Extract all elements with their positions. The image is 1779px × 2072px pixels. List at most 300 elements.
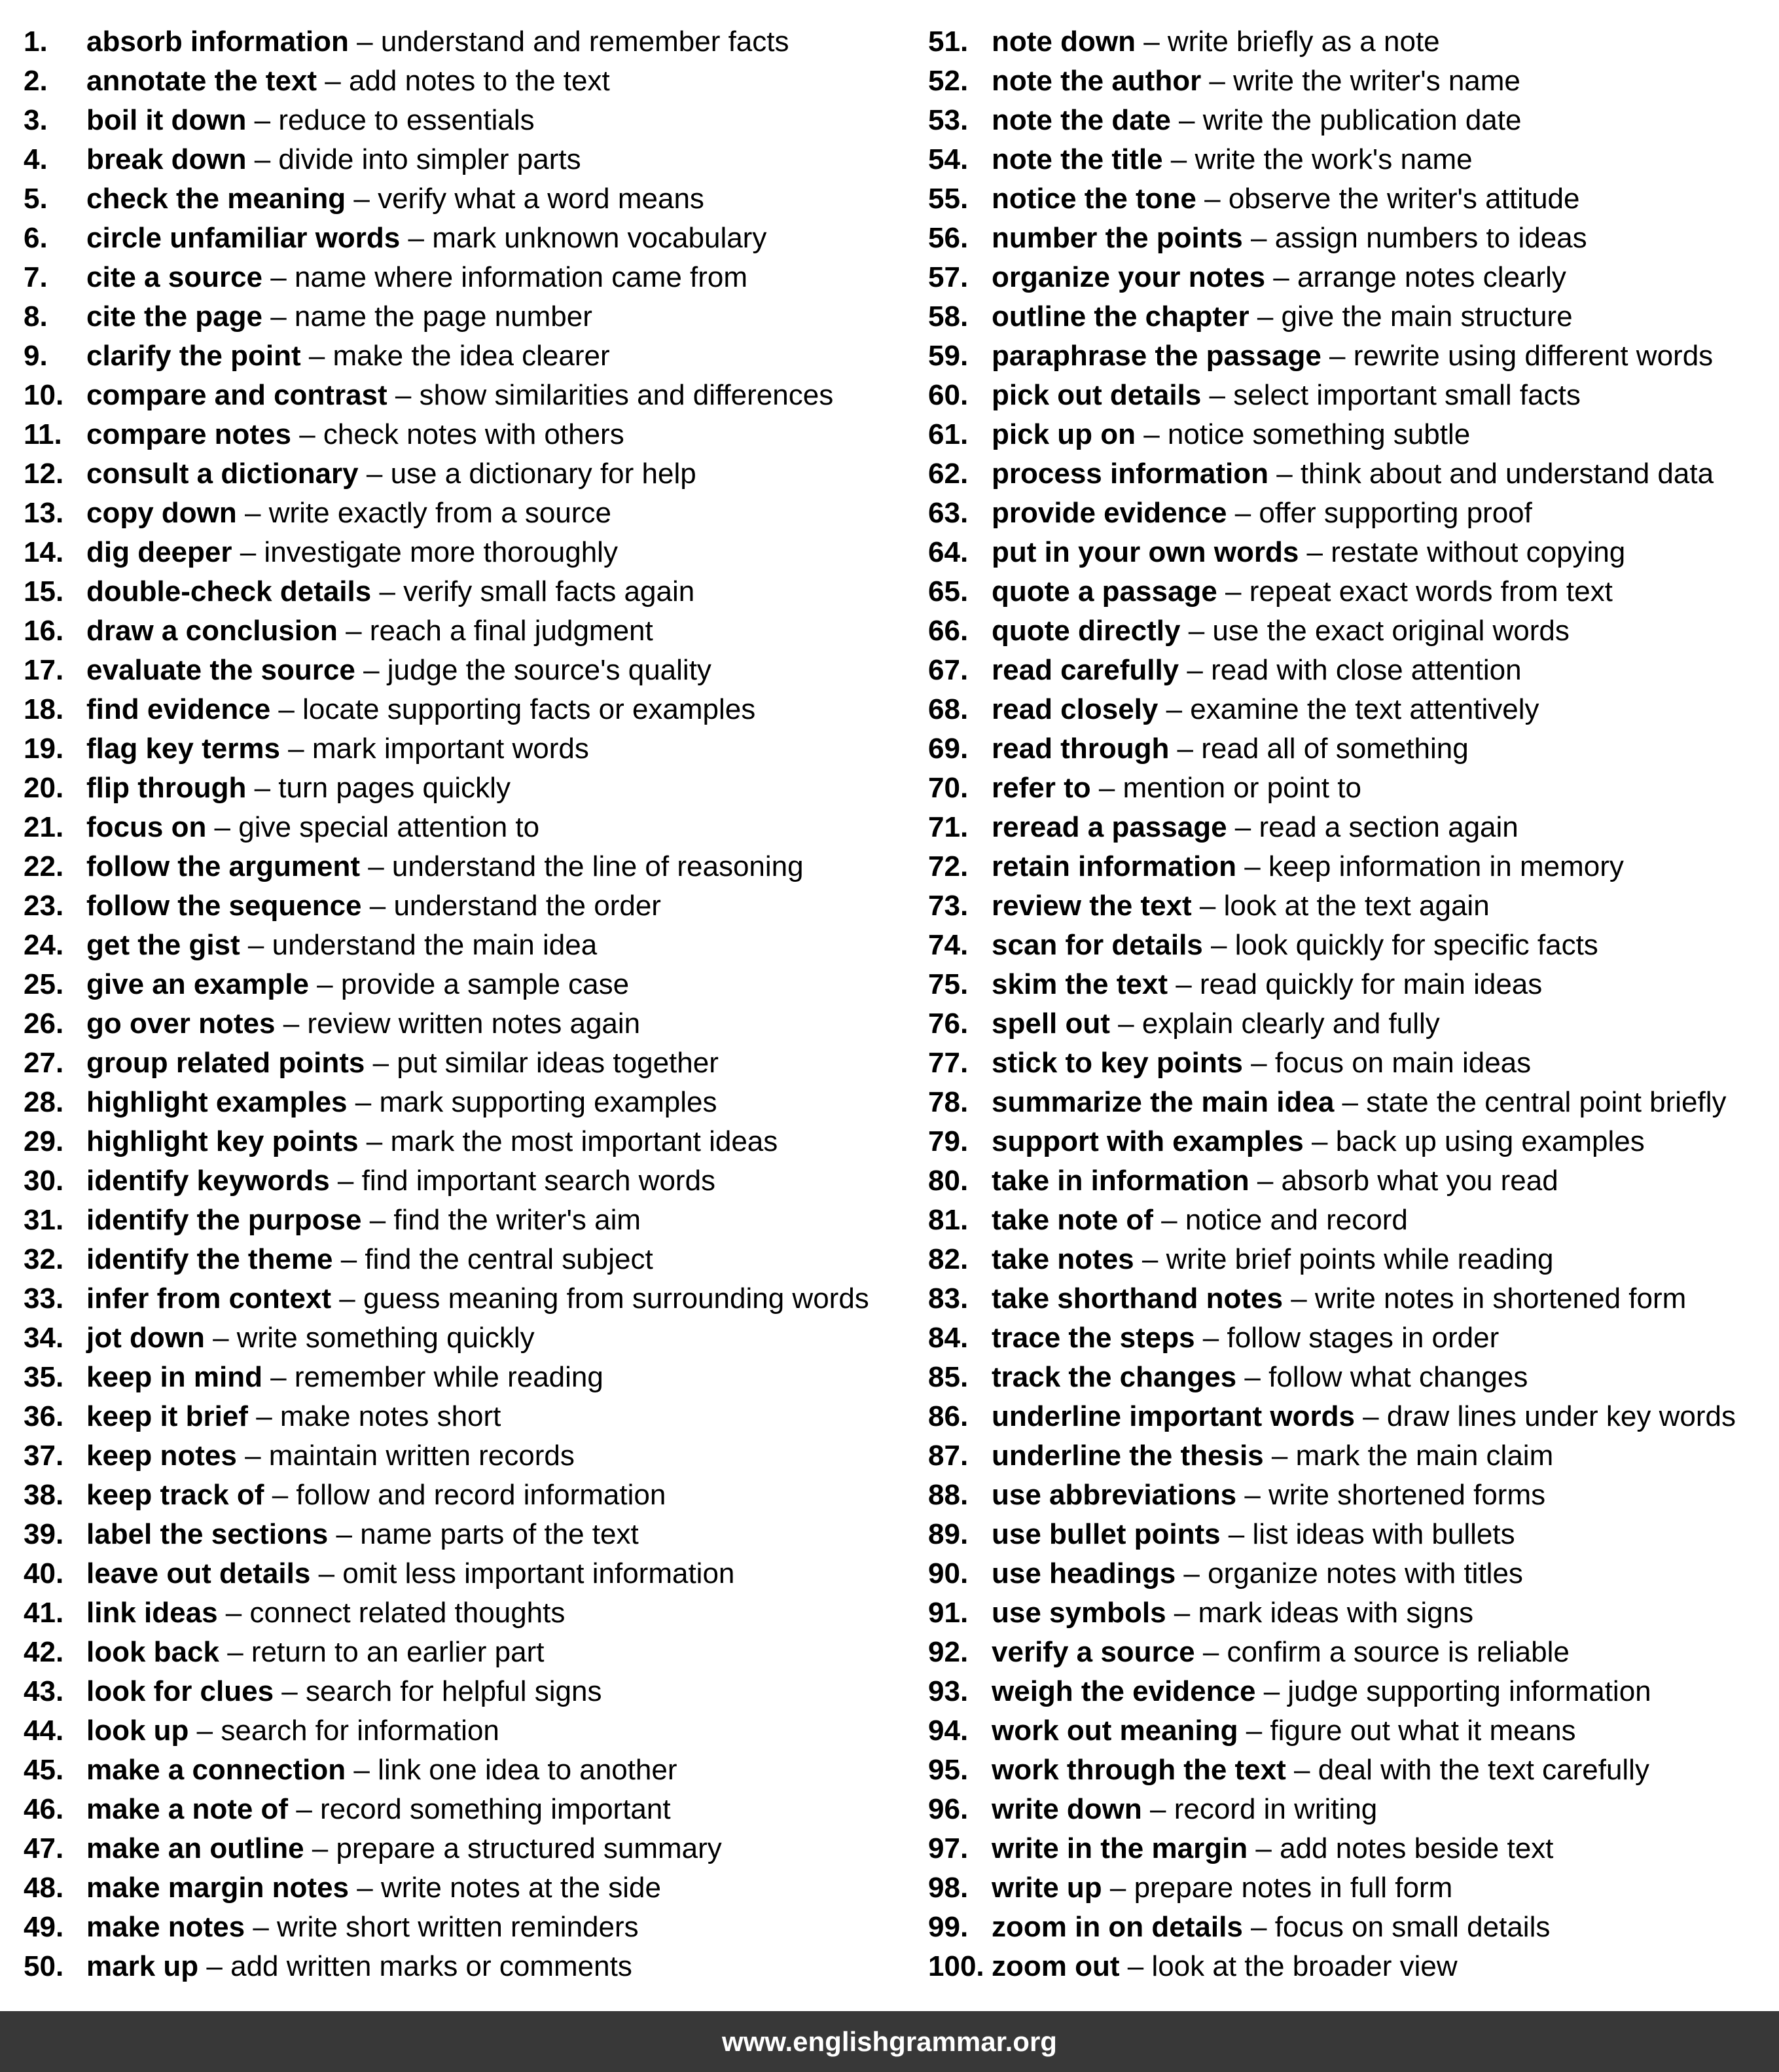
list-item bbox=[24, 258, 920, 297]
item-definition: give the main structure bbox=[1281, 300, 1573, 333]
list-item bbox=[928, 1358, 1772, 1397]
item-phrase: notice the tone bbox=[992, 183, 1196, 215]
item-separator: – bbox=[262, 300, 295, 333]
item-number: 50. bbox=[24, 1950, 64, 1982]
item-number: 47. bbox=[24, 1832, 64, 1864]
item-number: 87. bbox=[928, 1440, 969, 1472]
item-phrase: weigh the evidence bbox=[992, 1675, 1256, 1707]
list-item bbox=[24, 1279, 920, 1318]
item-definition: record something important bbox=[320, 1793, 671, 1825]
item-separator: – bbox=[288, 1793, 321, 1825]
item-definition: use a dictionary for help bbox=[390, 458, 696, 490]
item-number: 54. bbox=[928, 143, 969, 175]
item-phrase: cite a source bbox=[86, 261, 263, 293]
list-item bbox=[24, 179, 920, 219]
list-item bbox=[928, 1868, 1772, 1908]
item-number: 56. bbox=[928, 222, 969, 254]
item-separator: – bbox=[1236, 1361, 1269, 1393]
item-phrase: work through the text bbox=[992, 1754, 1286, 1786]
item-separator: – bbox=[361, 890, 394, 922]
item-definition: confirm a source is reliable bbox=[1227, 1636, 1570, 1668]
item-phrase: look back bbox=[86, 1636, 219, 1668]
item-number: 42. bbox=[24, 1636, 64, 1668]
item-definition: give special attention to bbox=[238, 811, 540, 843]
item-definition: use the exact original words bbox=[1212, 615, 1570, 647]
item-definition: focus on main ideas bbox=[1274, 1047, 1532, 1079]
item-separator: – bbox=[206, 811, 239, 843]
list-item bbox=[24, 1358, 920, 1397]
item-definition: reach a final judgment bbox=[369, 615, 653, 647]
item-phrase: read carefully bbox=[992, 654, 1179, 686]
item-number: 41. bbox=[24, 1597, 64, 1629]
item-definition: name where information came from bbox=[294, 261, 748, 293]
item-phrase: infer from context bbox=[86, 1282, 332, 1315]
item-definition: record in writing bbox=[1174, 1793, 1378, 1825]
item-separator: – bbox=[361, 1204, 394, 1236]
item-definition: look at the text again bbox=[1223, 890, 1490, 922]
item-definition: add written marks or comments bbox=[230, 1950, 632, 1982]
list-item bbox=[24, 1593, 920, 1633]
item-phrase: use bullet points bbox=[992, 1518, 1221, 1550]
list-item bbox=[24, 101, 920, 140]
list-item bbox=[24, 1122, 920, 1161]
item-separator: – bbox=[1135, 26, 1168, 58]
list-item bbox=[24, 1711, 920, 1751]
item-separator: – bbox=[1236, 1479, 1269, 1511]
item-phrase: support with examples bbox=[992, 1125, 1304, 1157]
item-definition: write short written reminders bbox=[277, 1911, 639, 1943]
item-number: 9. bbox=[24, 340, 48, 372]
item-phrase: read closely bbox=[992, 693, 1159, 725]
item-phrase: make a connection bbox=[86, 1754, 346, 1786]
item-definition: guess meaning from surrounding words bbox=[363, 1282, 869, 1315]
item-separator: – bbox=[1169, 733, 1202, 765]
item-definition: mention or point to bbox=[1123, 772, 1361, 804]
item-phrase: organize your notes bbox=[992, 261, 1266, 293]
item-separator: – bbox=[1263, 1440, 1296, 1472]
item-phrase: circle unfamiliar words bbox=[86, 222, 401, 254]
item-separator: – bbox=[262, 261, 295, 293]
list-item bbox=[928, 1751, 1772, 1790]
item-definition: offer supporting proof bbox=[1259, 497, 1532, 529]
item-separator: – bbox=[1265, 261, 1297, 293]
item-definition: write the work's name bbox=[1195, 143, 1473, 175]
list-item bbox=[928, 1201, 1772, 1240]
item-phrase: quote a passage bbox=[992, 575, 1217, 608]
item-separator: – bbox=[247, 1400, 280, 1432]
item-number: 86. bbox=[928, 1400, 969, 1432]
item-number: 62. bbox=[928, 458, 969, 490]
list-item bbox=[24, 1790, 920, 1829]
item-phrase: take in information bbox=[992, 1165, 1249, 1197]
list-item bbox=[24, 533, 920, 572]
item-separator: – bbox=[1102, 1872, 1134, 1904]
item-definition: put similar ideas together bbox=[397, 1047, 719, 1079]
item-separator: – bbox=[347, 1086, 380, 1118]
item-definition: draw lines under key words bbox=[1386, 1400, 1736, 1432]
item-separator: – bbox=[1249, 1165, 1282, 1197]
item-number: 16. bbox=[24, 615, 64, 647]
item-number: 97. bbox=[928, 1832, 969, 1864]
item-number: 27. bbox=[24, 1047, 64, 1079]
item-phrase: outline the chapter bbox=[992, 300, 1249, 333]
item-number: 59. bbox=[928, 340, 969, 372]
item-phrase: focus on bbox=[86, 811, 207, 843]
item-number: 79. bbox=[928, 1125, 969, 1157]
item-definition: mark supporting examples bbox=[379, 1086, 717, 1118]
item-number: 98. bbox=[928, 1872, 969, 1904]
item-separator: – bbox=[358, 1125, 391, 1157]
list-item bbox=[928, 1711, 1772, 1751]
item-separator: – bbox=[1220, 1518, 1253, 1550]
item-definition: remember while reading bbox=[294, 1361, 603, 1393]
item-number: 7. bbox=[24, 261, 48, 293]
item-phrase: paraphrase the passage bbox=[992, 340, 1321, 372]
list-item bbox=[24, 611, 920, 651]
list-item bbox=[24, 1633, 920, 1672]
item-definition: write the publication date bbox=[1202, 104, 1522, 136]
item-number: 1. bbox=[24, 26, 48, 58]
item-separator: – bbox=[1227, 497, 1259, 529]
item-definition: deal with the text carefully bbox=[1318, 1754, 1649, 1786]
list-item bbox=[928, 1318, 1772, 1358]
item-definition: verify what a word means bbox=[378, 183, 704, 215]
item-definition: look at the broader view bbox=[1151, 1950, 1458, 1982]
item-separator: – bbox=[304, 1832, 336, 1864]
item-definition: connect related thoughts bbox=[249, 1597, 566, 1629]
item-phrase: flip through bbox=[86, 772, 247, 804]
item-number: 77. bbox=[928, 1047, 969, 1079]
item-phrase: keep track of bbox=[86, 1479, 264, 1511]
item-number: 30. bbox=[24, 1165, 64, 1197]
item-phrase: give an example bbox=[86, 968, 309, 1000]
item-number: 5. bbox=[24, 183, 48, 215]
item-phrase: pick out details bbox=[992, 379, 1202, 411]
item-number: 46. bbox=[24, 1793, 64, 1825]
item-phrase: identify the theme bbox=[86, 1243, 333, 1275]
list-item bbox=[24, 572, 920, 611]
item-separator: – bbox=[1248, 1832, 1280, 1864]
item-phrase: reread a passage bbox=[992, 811, 1227, 843]
item-separator: – bbox=[1136, 418, 1168, 450]
item-definition: omit less important information bbox=[342, 1557, 735, 1590]
item-number: 11. bbox=[24, 418, 62, 450]
item-separator: – bbox=[1191, 890, 1224, 922]
item-phrase: highlight examples bbox=[86, 1086, 348, 1118]
item-separator: – bbox=[232, 536, 264, 568]
item-separator: – bbox=[236, 1440, 269, 1472]
item-separator: – bbox=[1242, 222, 1275, 254]
item-definition: name parts of the text bbox=[360, 1518, 639, 1550]
item-definition: reduce to essentials bbox=[278, 104, 535, 136]
item-number: 48. bbox=[24, 1872, 64, 1904]
list-item bbox=[24, 1868, 920, 1908]
list-item bbox=[24, 1004, 920, 1044]
list-item bbox=[24, 1161, 920, 1201]
item-separator: – bbox=[1201, 379, 1234, 411]
list-item bbox=[24, 22, 920, 62]
item-number: 96. bbox=[928, 1793, 969, 1825]
list-item bbox=[928, 494, 1772, 533]
item-number: 21. bbox=[24, 811, 64, 843]
item-phrase: quote directly bbox=[992, 615, 1181, 647]
item-number: 75. bbox=[928, 968, 969, 1000]
item-phrase: take shorthand notes bbox=[992, 1282, 1283, 1315]
list-item bbox=[24, 1436, 920, 1476]
item-phrase: use symbols bbox=[992, 1597, 1166, 1629]
item-definition: divide into simpler parts bbox=[278, 143, 581, 175]
item-number: 36. bbox=[24, 1400, 64, 1432]
list-item bbox=[928, 1279, 1772, 1318]
item-phrase: work out meaning bbox=[992, 1715, 1238, 1747]
item-separator: – bbox=[1141, 1793, 1174, 1825]
list-item bbox=[24, 1044, 920, 1083]
item-separator: – bbox=[337, 615, 370, 647]
item-definition: mark the most important ideas bbox=[390, 1125, 778, 1157]
list-item bbox=[24, 454, 920, 494]
item-phrase: absorb information bbox=[86, 26, 349, 58]
item-separator: – bbox=[1268, 458, 1301, 490]
item-separator: – bbox=[198, 1950, 231, 1982]
item-phrase: annotate the text bbox=[86, 65, 317, 97]
item-definition: list ideas with bullets bbox=[1252, 1518, 1515, 1550]
item-definition: show similarities and differences bbox=[419, 379, 834, 411]
list-item bbox=[24, 651, 920, 690]
item-phrase: identify the purpose bbox=[86, 1204, 362, 1236]
item-definition: search for helpful signs bbox=[306, 1675, 602, 1707]
item-number: 23. bbox=[24, 890, 64, 922]
list-item bbox=[24, 690, 920, 729]
item-number: 4. bbox=[24, 143, 48, 175]
list-item bbox=[928, 769, 1772, 808]
item-separator: – bbox=[204, 1322, 237, 1354]
list-item bbox=[928, 1122, 1772, 1161]
item-number: 44. bbox=[24, 1715, 64, 1747]
item-definition: write the writer's name bbox=[1233, 65, 1520, 97]
item-definition: think about and understand data bbox=[1300, 458, 1714, 490]
list-item bbox=[24, 494, 920, 533]
item-number: 3. bbox=[24, 104, 48, 136]
item-phrase: review the text bbox=[992, 890, 1192, 922]
item-definition: name the page number bbox=[294, 300, 592, 333]
item-phrase: stick to key points bbox=[992, 1047, 1243, 1079]
item-definition: restate without copying bbox=[1331, 536, 1626, 568]
item-separator: – bbox=[346, 183, 378, 215]
item-number: 83. bbox=[928, 1282, 969, 1315]
item-separator: – bbox=[264, 1479, 296, 1511]
item-separator: – bbox=[262, 1361, 295, 1393]
item-phrase: identify keywords bbox=[86, 1165, 330, 1197]
item-number: 37. bbox=[24, 1440, 64, 1472]
item-definition: rewrite using different words bbox=[1353, 340, 1714, 372]
item-number: 25. bbox=[24, 968, 64, 1000]
list-item bbox=[928, 1672, 1772, 1711]
item-phrase: underline the thesis bbox=[992, 1440, 1264, 1472]
list-item bbox=[24, 415, 920, 454]
item-separator: – bbox=[1242, 1911, 1275, 1943]
item-definition: turn pages quickly bbox=[278, 772, 511, 804]
item-phrase: make margin notes bbox=[86, 1872, 350, 1904]
item-separator: – bbox=[1134, 1243, 1166, 1275]
item-phrase: compare notes bbox=[86, 418, 291, 450]
item-phrase: refer to bbox=[992, 772, 1091, 804]
item-definition: mark unknown vocabulary bbox=[432, 222, 767, 254]
item-definition: read quickly for main ideas bbox=[1199, 968, 1543, 1000]
item-number: 55. bbox=[928, 183, 969, 215]
item-number: 89. bbox=[928, 1518, 969, 1550]
item-definition: find the central subject bbox=[365, 1243, 653, 1275]
item-number: 93. bbox=[928, 1675, 969, 1707]
item-definition: repeat exact words from text bbox=[1249, 575, 1613, 608]
item-definition: back up using examples bbox=[1335, 1125, 1645, 1157]
item-separator: – bbox=[400, 222, 433, 254]
item-definition: write shortened forms bbox=[1268, 1479, 1546, 1511]
item-separator: – bbox=[1176, 1557, 1208, 1590]
item-phrase: note the date bbox=[992, 104, 1171, 136]
list-item bbox=[928, 1515, 1772, 1554]
item-separator: – bbox=[279, 733, 312, 765]
list-item bbox=[928, 101, 1772, 140]
item-number: 6. bbox=[24, 222, 48, 254]
list-item bbox=[928, 376, 1772, 415]
item-number: 61. bbox=[928, 418, 969, 450]
item-phrase: boil it down bbox=[86, 104, 247, 136]
item-number: 17. bbox=[24, 654, 64, 686]
list-item bbox=[928, 1083, 1772, 1122]
item-definition: read with close attention bbox=[1211, 654, 1522, 686]
item-definition: keep information in memory bbox=[1268, 850, 1624, 882]
item-definition: investigate more thoroughly bbox=[264, 536, 618, 568]
item-phrase: number the points bbox=[992, 222, 1243, 254]
item-number: 35. bbox=[24, 1361, 64, 1393]
item-number: 76. bbox=[928, 1008, 969, 1040]
item-definition: prepare a structured summary bbox=[336, 1832, 722, 1864]
item-phrase: make notes bbox=[86, 1911, 245, 1943]
item-phrase: trace the steps bbox=[992, 1322, 1195, 1354]
item-separator: – bbox=[236, 497, 269, 529]
list-item bbox=[928, 1161, 1772, 1201]
item-phrase: note down bbox=[992, 26, 1136, 58]
item-phrase: highlight key points bbox=[86, 1125, 359, 1157]
item-number: 64. bbox=[928, 536, 969, 568]
item-number: 74. bbox=[928, 929, 969, 961]
item-number: 99. bbox=[928, 1911, 969, 1943]
item-definition: understand the main idea bbox=[272, 929, 598, 961]
item-phrase: clarify the point bbox=[86, 340, 301, 372]
item-number: 67. bbox=[928, 654, 969, 686]
list-item bbox=[928, 1593, 1772, 1633]
item-separator: – bbox=[1303, 1125, 1336, 1157]
list-item bbox=[928, 651, 1772, 690]
item-number: 85. bbox=[928, 1361, 969, 1393]
list-item bbox=[24, 1201, 920, 1240]
item-phrase: check the meaning bbox=[86, 183, 346, 215]
list-item bbox=[24, 297, 920, 336]
item-number: 38. bbox=[24, 1479, 64, 1511]
item-phrase: skim the text bbox=[992, 968, 1168, 1000]
item-separator: – bbox=[1119, 1950, 1152, 1982]
item-separator: – bbox=[310, 1557, 343, 1590]
item-separator: – bbox=[217, 1597, 250, 1629]
item-phrase: zoom in on details bbox=[992, 1911, 1243, 1943]
item-phrase: provide evidence bbox=[992, 497, 1227, 529]
item-number: 10. bbox=[24, 379, 64, 411]
item-number: 24. bbox=[24, 929, 64, 961]
item-separator: – bbox=[358, 458, 391, 490]
item-number: 78. bbox=[928, 1086, 969, 1118]
list-item bbox=[24, 1908, 920, 1947]
left-column bbox=[24, 22, 920, 1986]
item-definition: maintain written records bbox=[268, 1440, 575, 1472]
item-separator: – bbox=[1299, 536, 1331, 568]
list-item bbox=[24, 1829, 920, 1868]
item-definition: verify small facts again bbox=[403, 575, 695, 608]
item-number: 12. bbox=[24, 458, 64, 490]
item-definition: mark the main claim bbox=[1295, 1440, 1554, 1472]
list-item bbox=[928, 336, 1772, 376]
item-number: 71. bbox=[928, 811, 969, 843]
item-definition: state the central point briefly bbox=[1366, 1086, 1727, 1118]
item-number: 2. bbox=[24, 65, 48, 97]
list-item bbox=[24, 1672, 920, 1711]
list-item bbox=[24, 1476, 920, 1515]
item-definition: link one idea to another bbox=[378, 1754, 677, 1786]
item-definition: make notes short bbox=[279, 1400, 501, 1432]
item-phrase: look up bbox=[86, 1715, 189, 1747]
item-phrase: consult a dictionary bbox=[86, 458, 359, 490]
item-definition: add notes beside text bbox=[1280, 1832, 1554, 1864]
item-separator: – bbox=[1196, 183, 1229, 215]
list-item bbox=[928, 611, 1772, 651]
item-definition: write something quickly bbox=[236, 1322, 535, 1354]
item-phrase: group related points bbox=[86, 1047, 365, 1079]
item-phrase: break down bbox=[86, 143, 247, 175]
item-number: 68. bbox=[928, 693, 969, 725]
item-definition: select important small facts bbox=[1233, 379, 1581, 411]
item-phrase: scan for details bbox=[992, 929, 1203, 961]
item-separator: – bbox=[371, 575, 404, 608]
list-item bbox=[928, 22, 1772, 62]
item-phrase: mark up bbox=[86, 1950, 199, 1982]
item-definition: write briefly as a note bbox=[1167, 26, 1440, 58]
item-number: 66. bbox=[928, 615, 969, 647]
list-item bbox=[24, 336, 920, 376]
item-number: 40. bbox=[24, 1557, 64, 1590]
item-definition: prepare notes in full form bbox=[1134, 1872, 1453, 1904]
item-number: 63. bbox=[928, 497, 969, 529]
list-item bbox=[24, 965, 920, 1004]
list-item bbox=[928, 1397, 1772, 1436]
item-definition: judge the source's quality bbox=[387, 654, 711, 686]
item-definition: mark important words bbox=[312, 733, 589, 765]
item-separator: – bbox=[1158, 693, 1191, 725]
item-separator: – bbox=[349, 1872, 381, 1904]
item-phrase: put in your own words bbox=[992, 536, 1299, 568]
item-separator: – bbox=[308, 968, 341, 1000]
item-phrase: write up bbox=[992, 1872, 1102, 1904]
item-phrase: write in the margin bbox=[992, 1832, 1248, 1864]
item-phrase: use abbreviations bbox=[992, 1479, 1237, 1511]
item-phrase: follow the sequence bbox=[86, 890, 362, 922]
item-phrase: follow the argument bbox=[86, 850, 360, 882]
item-number: 15. bbox=[24, 575, 64, 608]
item-definition: check notes with others bbox=[323, 418, 624, 450]
item-phrase: copy down bbox=[86, 497, 237, 529]
item-phrase: note the title bbox=[992, 143, 1163, 175]
item-phrase: flag key terms bbox=[86, 733, 280, 765]
item-definition: write notes in shortened form bbox=[1314, 1282, 1687, 1315]
list-item bbox=[928, 1633, 1772, 1672]
